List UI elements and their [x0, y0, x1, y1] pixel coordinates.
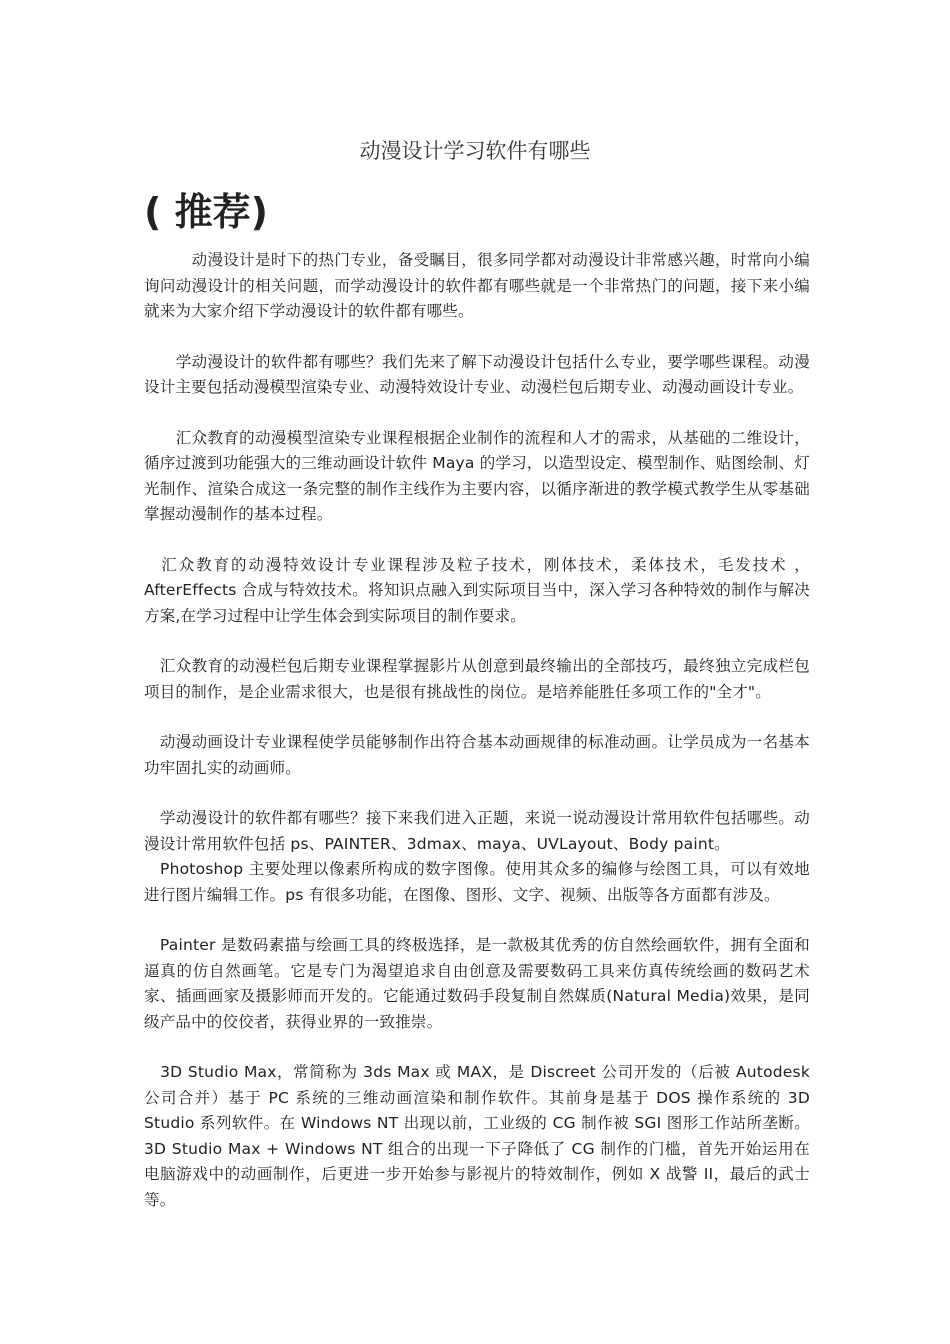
paragraph-vfx: 汇众教育的动漫特效设计专业课程涉及粒子技术，刚体技术，柔体技术，毛发技术 ，AfterEffects 合成与特效技术。将知识点融入到实际项目当中，深入学习各种特效的制作与解决方案,在学习过程中让学生体会到实际项目的制作要求。	[144, 555, 810, 625]
paragraph-software-list: 学动漫设计的软件都有哪些？接下来我们进入正题，来说一说动漫设计常用软件包括哪些。动漫设计常用软件包括 ps、PAINTER、3dmax、maya、UVLayout、Body paint。	[144, 809, 810, 853]
paragraph-animation: 动漫动画设计专业课程使学员能够制作出符合基本动画规律的标准动画。让学员成为一名基本功牢固扎实的动画师。	[144, 733, 810, 777]
document-subtitle: ( 推荐)	[144, 190, 268, 234]
paragraph-model-rendering: 汇众教育的动漫模型渲染专业课程根据企业制作的流程和人才的需求，从基础的二维设计，循序过渡到功能强大的三维动画设计软件 Maya 的学习，以造型设定、模型制作、贴图绘制、灯光制作、渲染合成这一条完整的制作主线作为主要内容，以循序渐进的教学模式教学生从零基础掌握动漫制作的基本过程。	[144, 428, 810, 523]
paragraph-3dsmax: 3D Studio Max，常简称为 3ds Max 或 MAX，是 Discreet 公司开发的（后被 Autodesk 公司合并）基于 PC 系统的三维动画渲染和制作软件。其前身是基于 DOS 操作系统的 3D Studio 系列软件。在 Windows NT 出现以前，工业级的 CG 制作被 SGI 图形工作站所垄断。3D Studio Max + Windows NT 组合的出现一下子降低了 CG 制作的门槛，首先开始运用在电脑游戏中的动画制作，后更进一步开始参与影视片的特效制作，例如 X 战警 II，最后的武士等。	[144, 1063, 810, 1209]
paragraph-majors: 学动漫设计的软件都有哪些？我们先来了解下动漫设计包括什么专业，要学哪些课程。动漫设计主要包括动漫模型渲染专业、动漫特效设计专业、动漫栏包后期专业、动漫动画设计专业。	[144, 352, 810, 396]
paragraph-post-production: 汇众教育的动漫栏包后期专业课程掌握影片从创意到最终输出的全部技巧，最终独立完成栏包项目的制作，是企业需求很大，也是很有挑战性的岗位。是培养能胜任多项工作的"全才"。	[144, 657, 810, 701]
document-title: 动漫设计学习软件有哪些	[359, 139, 591, 163]
paragraph-painter: Painter 是数码素描与绘画工具的终极选择，是一款极其优秀的仿自然绘画软件，拥有全面和逼真的仿自然画笔。它是专门为渴望追求自由创意及需要数码工具来仿真传统绘画的数码艺术家、插画画家及摄影师而开发的。它能通过数码手段复制自然媒质(Natural Media)效果，是同级产品中的佼佼者，获得业界的一致推崇。	[144, 936, 810, 1031]
document-body	[144, 248, 810, 1213]
paragraph-photoshop: Photoshop 主要处理以像素所构成的数字图像。使用其众多的编修与绘图工具，可以有效地进行图片编辑工作。ps 有很多功能，在图像、图形、文字、视频、出版等各方面都有涉及。	[144, 860, 810, 904]
paragraph-intro: 动漫设计是时下的热门专业，备受瞩目，很多同学都对动漫设计非常感兴趣，时常向小编询问动漫设计的相关问题，而学动漫设计的软件都有哪些就是一个非常热门的问题，接下来小编就来为大家介绍下学动漫设计的软件都有哪些。	[144, 251, 810, 320]
